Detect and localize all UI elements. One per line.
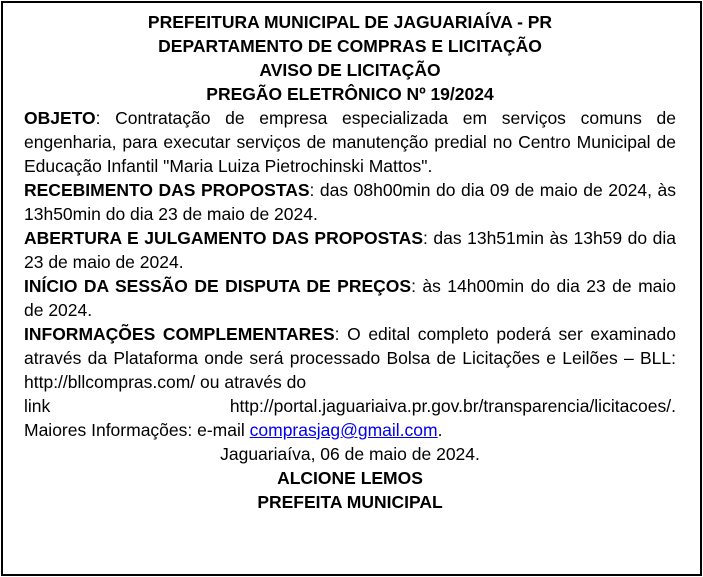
email-link[interactable]: comprasjag@gmail.com	[249, 420, 438, 440]
email-suffix: .	[437, 420, 443, 440]
header-notice-type: AVISO DE LICITAÇÃO	[259, 60, 441, 80]
recebimento-text: : das 08h00min do dia 09 de maio de 2024, às 13h50min do dia 23 de maio de 2024.	[24, 180, 676, 224]
recebimento-label: RECEBIMENTO DAS PROPOSTAS	[24, 180, 310, 200]
informacoes-link-line[interactable]: link http://portal.jaguariaiva.pr.gov.br/transparencia/licitacoes/.	[24, 396, 676, 416]
objeto-text: : Contratação de empresa especializada em serviços comuns de engenharia, para executar serviços de manutenção predial no Centro Municipal de Educação Infantil "Maria Luiza Pietrochinski Mattos".	[24, 108, 676, 176]
section-abertura	[24, 226, 676, 274]
objeto-label: OBJETO	[24, 108, 96, 128]
email-prefix: Maiores Informações: e-mail	[24, 420, 250, 440]
place-date: Jaguariaíva, 06 de maio de 2024.	[220, 444, 480, 464]
informacoes-email-line	[24, 418, 676, 442]
inicio-label: INÍCIO DA SESSÃO DE DISPUTA DE PREÇOS	[24, 276, 412, 296]
section-objeto	[24, 106, 676, 178]
informacoes-text: : O edital completo poderá ser examinado através da Plataforma onde será processado Bolsa de Licitações e Leilões – BLL: http://bllcompras.com/ ou através do	[24, 324, 677, 392]
notice-content	[24, 10, 676, 514]
informacoes-label: INFORMAÇÕES COMPLEMENTARES	[24, 324, 335, 344]
inicio-text: : às 14h00min do dia 23 de maio de 2024.	[24, 276, 677, 320]
signer-title: PREFEITA MUNICIPAL	[257, 492, 443, 512]
header-municipality: PREFEITURA MUNICIPAL DE JAGUARIAÍVA - PR	[147, 12, 553, 32]
header-department: DEPARTAMENTO DE COMPRAS E LICITAÇÃO	[158, 36, 542, 56]
section-informacoes	[24, 322, 676, 394]
signer-name: ALCIONE LEMOS	[277, 468, 423, 488]
section-recebimento	[24, 178, 676, 226]
section-inicio	[24, 274, 676, 322]
abertura-text: : das 13h51min às 13h59 do dia 23 de maio de 2024.	[24, 228, 677, 272]
abertura-label: ABERTURA E JULGAMENTO DAS PROPOSTAS	[24, 228, 423, 248]
header-auction-number: PREGÃO ELETRÔNICO Nº 19/2024	[206, 84, 494, 104]
